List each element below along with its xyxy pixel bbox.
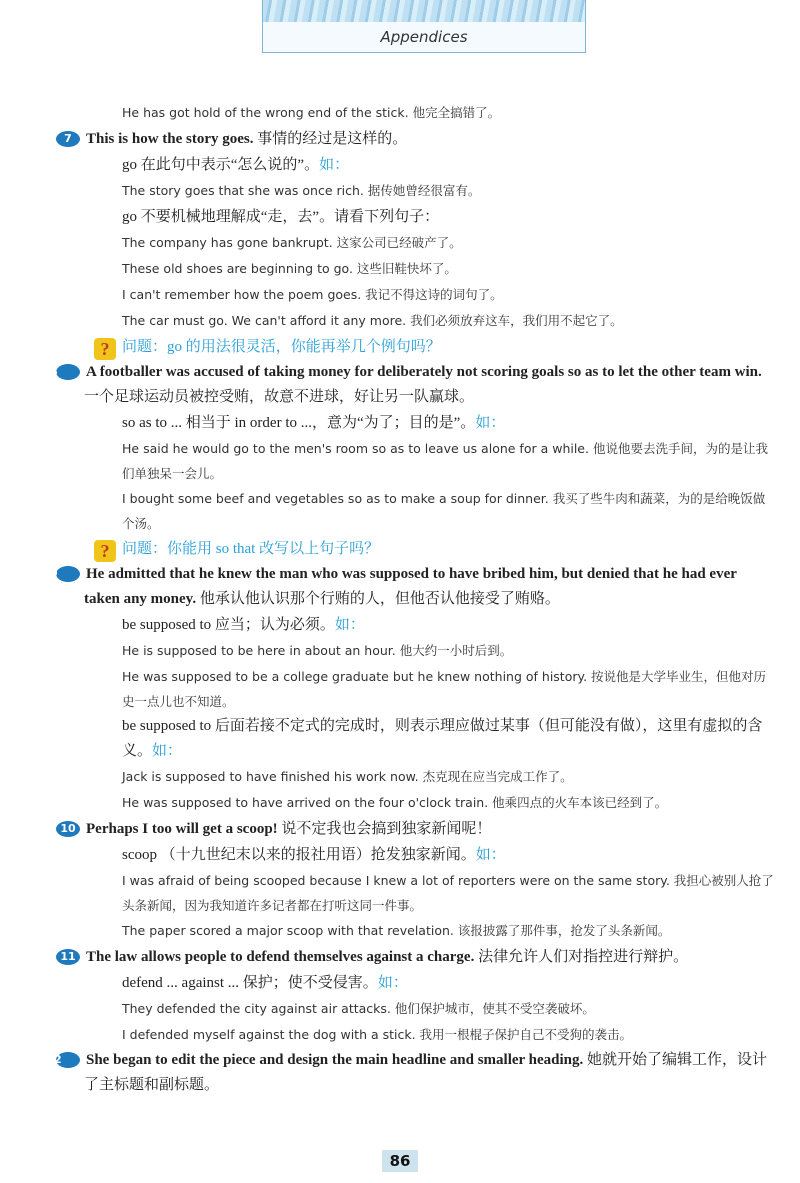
example-line: The company has gone bankrupt. 这家公司已经破产了。	[122, 235, 462, 250]
note-heading-11: 11 The law allows people to defend themselves against a charge. 法律允许人们对指控进行辩护。	[56, 944, 776, 970]
note-number-badge: 10	[56, 821, 80, 837]
page-number: 86	[382, 1150, 418, 1172]
example-line: He is supposed to be here in about an hour. 他大约一小时后到。	[122, 643, 513, 658]
note-heading-8: 8 A footballer was accused of taking money for deliberately not scoring goals so as to let the other team win. 一个足球运动员被控受贿，故意不进球，好让另一队赢球。	[50, 364, 762, 405]
explanation-line: scoop （十九世纪末以来的报社用语）抢发独家新闻。如：	[122, 847, 506, 863]
example-line: The story goes that she was once rich. 据传她曾经很富有。	[122, 183, 481, 198]
example-line: I can't remember how the poem goes. 我记不得这诗的词句了。	[122, 287, 503, 302]
example-line: He has got hold of the wrong end of the stick. 他完全搞错了。	[122, 105, 501, 120]
explanation-line: defend ... against ... 保护；使不受侵害。如：	[122, 975, 408, 991]
explanation-line: go 不要机械地理解成“走，去”。请看下列句子：	[122, 209, 440, 225]
page-content	[46, 100, 776, 1098]
header-wave-decoration	[263, 0, 585, 22]
example-line: I bought some beef and vegetables so as to make a soup for dinner. 我买了些牛肉和蔬菜，为的是给晚饭做个汤。	[122, 491, 766, 531]
example-line: These old shoes are beginning to go. 这些旧鞋快坏了。	[122, 261, 457, 276]
question-mark-icon: ?	[94, 338, 116, 360]
note-number-badge: 9	[56, 566, 80, 582]
note-heading-9: 9 He admitted that he knew the man who was supposed to have bribed him, but denied that he had ever taken any money. 他承认他认识那个行贿的人，但他否认他接受了贿赂。	[50, 566, 737, 607]
question-mark-icon: ?	[94, 540, 116, 562]
note-heading-12: 12 She began to edit the piece and design the main headline and smaller heading. 她就开始了编辑工作，设计了主标题和副标题。	[46, 1052, 768, 1093]
question-line: ? 问题：go 的用法很灵活，你能再举几个例句吗？	[56, 334, 776, 360]
example-line: They defended the city against air attacks. 他们保护城市，使其不受空袭破坏。	[122, 1001, 595, 1016]
example-line: I defended myself against the dog with a stick. 我用一根棍子保护自己不受狗的袭击。	[122, 1027, 633, 1042]
example-line: He was supposed to have arrived on the four o'clock train. 他乘四点的火车本该已经到了。	[122, 795, 668, 810]
note-heading-10: 10 Perhaps I too will get a scoop! 说不定我也会搞到独家新闻呢！	[56, 816, 776, 842]
example-line: He was supposed to be a college graduate but he knew nothing of history. 按说他是大学毕业生，但他对历史一点儿也不知道。	[122, 669, 767, 709]
question-line: ? 问题：你能用 so that 改写以上句子吗？	[56, 536, 776, 562]
explanation-line: so as to ... 相当于 in order to ...，意为“为了；目的是”。如：	[122, 415, 506, 431]
note-number-badge: 12	[56, 1052, 80, 1068]
note-number-badge: 8	[56, 364, 80, 380]
note-number-badge: 7	[56, 131, 80, 147]
example-line: The car must go. We can't afford it any more. 我们必须放弃这车，我们用不起它了。	[122, 313, 623, 328]
header-title: Appendices	[380, 28, 468, 46]
example-line: I was afraid of being scooped because I knew a lot of reporters were on the same story. 我担心被别人抢了头条新闻，因为我知道许多记者都在打听这同一件事。	[122, 873, 774, 913]
explanation-line: be supposed to 后面若接不定式的完成时，则表示理应做过某事（但可能没有做），这里有虚拟的含义。如：	[122, 718, 763, 759]
example-line: He said he would go to the men's room so as to leave us alone for a while. 他说他要去洗手间，为的是让我们单独呆一会儿。	[122, 441, 768, 481]
example-line: Jack is supposed to have finished his work now. 杰克现在应当完成工作了。	[122, 769, 573, 784]
explanation-line: go 在此句中表示“怎么说的”。如：	[122, 157, 350, 173]
page-header	[262, 0, 586, 53]
note-number-badge: 11	[56, 949, 80, 965]
note-heading-7: 7 This is how the story goes. 事情的经过是这样的。	[56, 126, 776, 152]
explanation-line: be supposed to 应当；认为必须。如：	[122, 617, 365, 633]
example-line: The paper scored a major scoop with that revelation. 该报披露了那件事，抢发了头条新闻。	[122, 923, 671, 938]
